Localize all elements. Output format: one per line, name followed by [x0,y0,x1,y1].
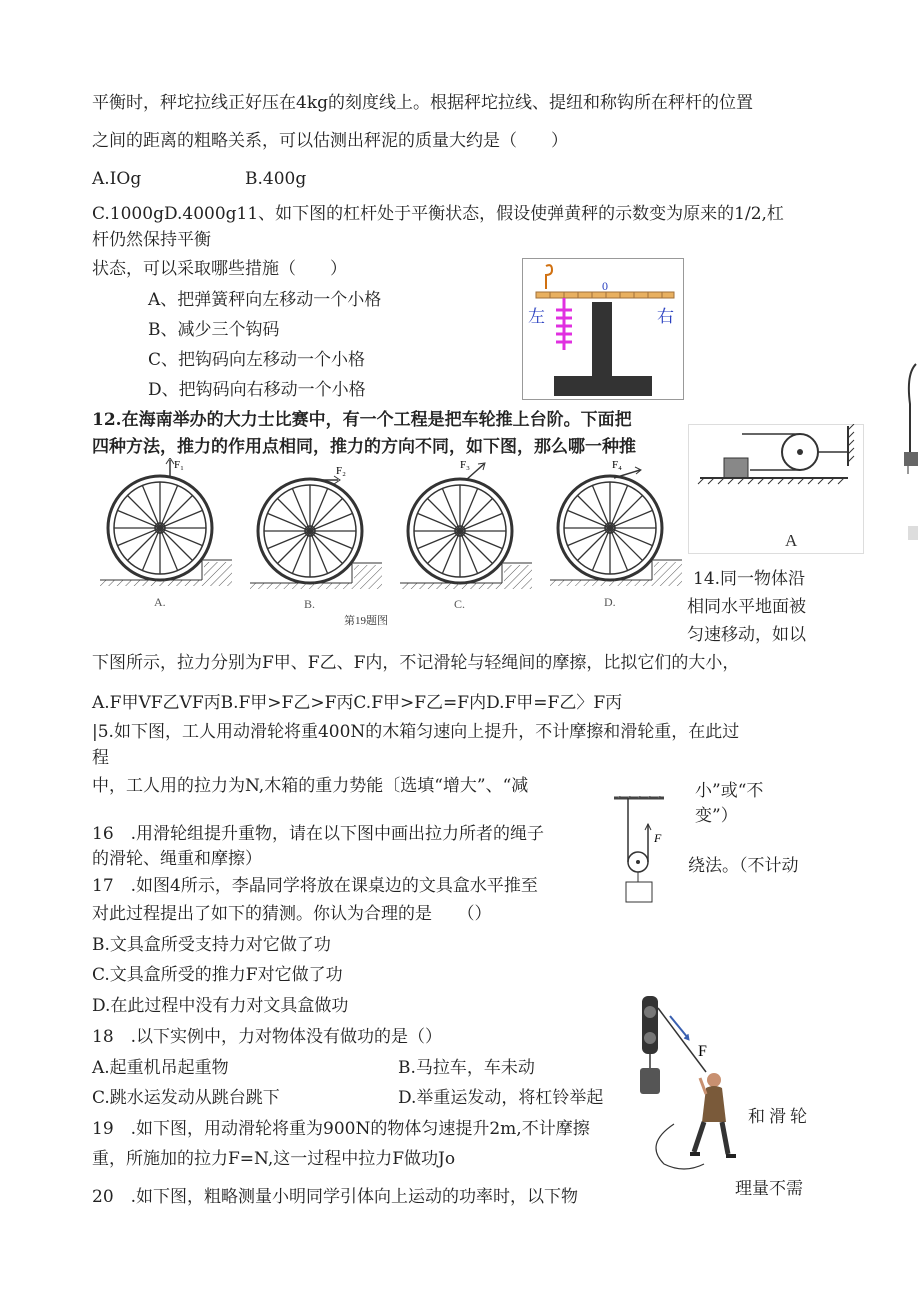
text-line: 杆仍然保持平衡 [92,230,211,250]
support-post [592,302,612,380]
figure-label: A [785,531,798,550]
pulley-15-figure [610,796,672,908]
cropped-figure-fragment [896,356,920,546]
option-c: C.跳水运发动从跳台跳下 [92,1088,280,1108]
support-base [554,376,652,396]
option-label: D. [604,595,616,609]
force-label: F [698,1043,707,1060]
question-15: 程 [92,748,109,768]
option-label: A. [154,595,166,609]
question-17: 对此过程提出了如下的猜测。你认为合理的是 （） [92,904,492,924]
wheel-c [400,459,532,611]
pulley-block-icon [642,996,658,1054]
option-b: B.400g [245,169,307,189]
worker-pulley-figure [630,994,740,1176]
question-15: 变”） [695,806,738,826]
force-label: F [654,831,662,845]
left-label: 左 [528,307,545,326]
question-12: 12.在海南举办的大力士比赛中，有一个工程是把车轮推上台阶。下面把 [92,410,632,430]
question-14: 匀速移动，如以 [687,625,806,645]
option-b: B.文具盒所受支持力对它做了功 [92,935,331,955]
question-19: 重，所施加的拉力F=N,这一过程中拉力F做功Jo [92,1149,456,1169]
question-15: |5.如下图，工人用动滑轮将重400N的木箱匀速向上提升，不计摩擦和滑轮重，在此过 [92,722,740,742]
option-b: B、减少三个钩码 [148,320,280,340]
option-label: C. [454,597,466,611]
right-label: 右 [657,307,674,326]
text-line: C.1000gD.4000g11、如下图的杠杆处于平衡状态，假设使弹黄秤的示数变为原来的1/2,杠 [92,204,784,224]
text-line: 之间的距离的粗略关系，可以估测出秤泥的质量大约是（ ） [92,131,568,151]
option-d: D.举重运发动，将杠铃举起 [398,1088,604,1108]
box-icon [626,882,652,902]
question-20: 理量不需 [735,1179,803,1199]
option-c: C.文具盒所受的推力F对它做了功 [92,965,343,985]
figure-caption: 第19题图 [344,615,388,627]
question-14: 下图所示，拉力分别为F甲、F乙、F内，不记滑轮与轻绳间的摩擦，比拟它们的大小， [92,653,740,673]
option-b: B.马拉车，车未动 [398,1058,535,1078]
option-d: D.在此过程中没有力对文具盒做功 [92,996,349,1016]
question-15: 中，工人用的拉力为N,木箱的重力势能〔选填“增大”、“减 [92,776,529,796]
question-14: 14.同一物体沿 [693,569,806,589]
option-a: A.IOg [92,169,142,189]
option-a: A.起重机吊起重物 [92,1058,229,1078]
force-label: F₄ [612,459,622,471]
worker-icon [690,1073,736,1156]
question-18: 18 .以下实例中，力对物体没有做功的是（） [92,1027,443,1047]
question-16: 的滑轮、绳重和摩擦） [92,849,262,869]
text-line: 平衡时，秤坨拉线正好压在4kg的刻度线上。根据秤坨拉线、提纽和称钩所在秤杆的位置 [92,93,753,113]
question-16: 绕法。（不计动 [688,856,799,876]
lever-figure [522,258,684,400]
option-d: D、把钩码向右移动一个小格 [148,380,366,400]
option-a: A、把弹簧秤向左移动一个小格 [148,290,382,310]
question-12: 四种方法，推力的作用点相同，推力的方向不同，如下图，那么哪一种推 [92,437,636,457]
option-label: B. [304,597,316,611]
zero-mark: 0 [602,279,608,293]
wheel-a [100,458,232,609]
question-14-options: A.F甲VF乙VF丙B.F甲>F乙>F丙C.F甲>F乙=F内D.F甲=F乙〉F丙 [92,693,623,713]
force-label: F₂ [336,465,346,477]
question-17: 17 .如图4所示，李晶同学将放在课桌边的文具盒水平推至 [92,876,538,896]
question-19: 19 .如下图，用动滑轮将重为900N的物体匀速提升2m,不计摩擦 [92,1119,590,1139]
option-c: C、把钩码向左移动一个小格 [148,350,366,370]
pulley-a-figure [688,424,864,554]
wheel-d [550,459,682,609]
question-15: 小”或“不 [695,781,764,801]
figure-frame [689,425,864,554]
question-14: 相同水平地面被 [687,597,806,617]
force-label: F₃ [460,459,470,471]
question-16: 16 .用滑轮组提升重物，请在以下图中画出拉力所者的绳子 [92,824,545,844]
weight-icon [640,1068,660,1094]
wheel-b [250,465,382,611]
question-20: 20 .如下图，粗略测量小明同学引体向上运动的功率时，以下物 [92,1187,579,1207]
block-icon [724,458,748,478]
text-line: 状态，可以采取哪些措施（ ） [92,259,347,279]
force-label: F₁ [174,459,184,471]
question-19: 和滑轮 [748,1107,811,1127]
wheel-step-figure [92,458,686,630]
